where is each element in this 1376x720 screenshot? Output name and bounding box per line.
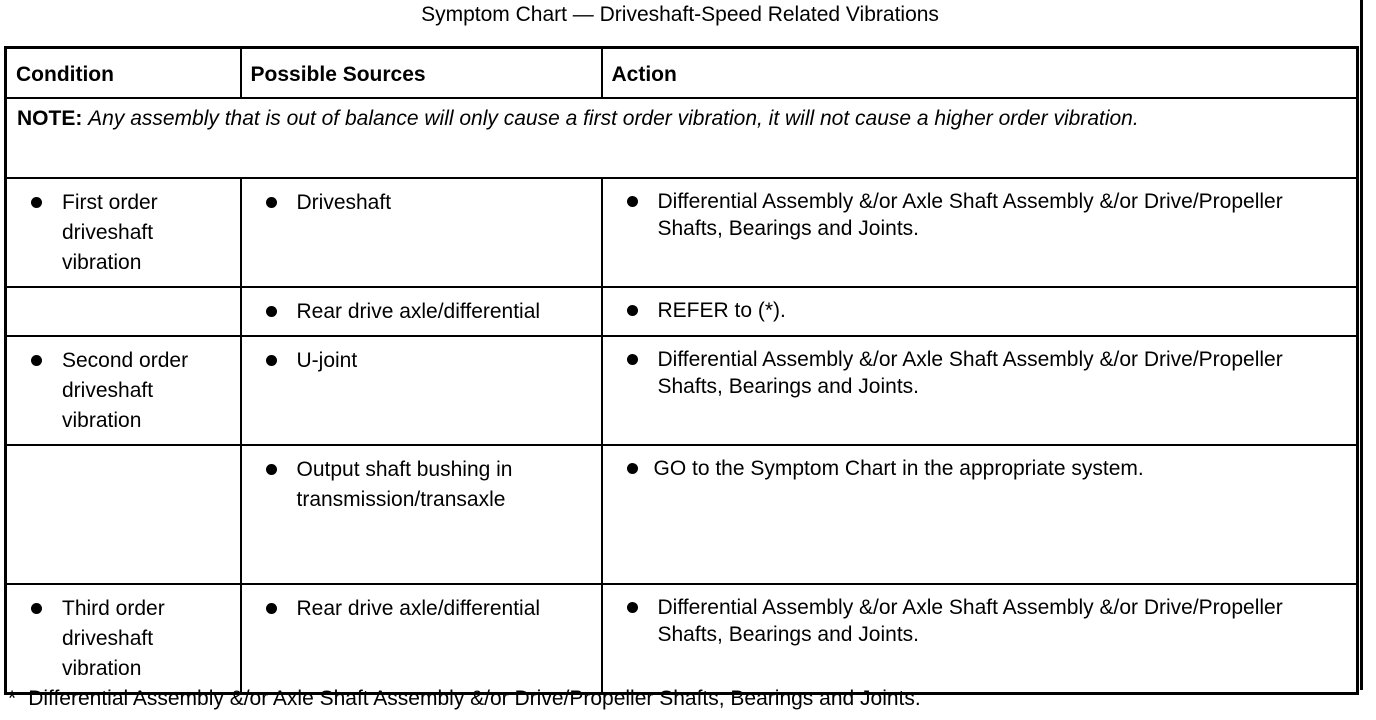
footnote-marker: * — [8, 687, 17, 710]
action-cell — [602, 336, 1358, 445]
bullet-icon — [266, 306, 277, 317]
table-row — [6, 584, 1358, 694]
source-text: Driveshaft — [296, 191, 392, 214]
symptom-table — [4, 46, 1359, 695]
source-cell — [241, 584, 602, 694]
bullet-icon — [266, 197, 277, 208]
condition-cell — [6, 584, 241, 694]
table-row — [6, 336, 1358, 445]
source-text: Output shaft bushing in transmission/transaxle — [296, 458, 513, 511]
source-text: Rear drive axle/differential — [296, 300, 541, 323]
condition-cell — [6, 178, 241, 287]
table-header-row — [6, 48, 1358, 99]
condition-text: First order driveshaft vibration — [62, 191, 158, 274]
source-cell — [241, 336, 602, 445]
header-action: Action — [602, 48, 1358, 99]
bullet-icon — [627, 354, 638, 365]
note-cell — [6, 98, 1358, 178]
action-cell — [602, 445, 1358, 584]
bullet-icon — [627, 196, 638, 207]
bullet-icon — [266, 603, 277, 614]
bullet-icon — [31, 355, 42, 366]
table-row — [6, 287, 1358, 336]
action-cell — [602, 287, 1358, 336]
note-text: Any assembly that is out of balance will only cause a first order vibration, it will not cause a higher order vibration. — [88, 107, 1139, 130]
header-condition: Condition — [6, 48, 241, 99]
condition-text: Third order driveshaft vibration — [62, 597, 165, 680]
chart-title: Symptom Chart — Driveshaft-Speed Related Vibrations — [421, 3, 939, 26]
condition-cell — [6, 336, 241, 445]
table-row — [6, 445, 1358, 584]
source-cell — [241, 445, 602, 584]
action-cell — [602, 178, 1358, 287]
footnote — [8, 686, 921, 712]
source-text: U-joint — [296, 349, 358, 372]
bullet-icon — [31, 197, 42, 208]
footnote-text: Differential Assembly &/or Axle Shaft Assembly &/or Drive/Propeller Shafts, Bearings and Joints. — [28, 687, 921, 710]
table-row — [6, 178, 1358, 287]
bullet-icon — [31, 603, 42, 614]
bullet-icon — [266, 464, 277, 475]
action-cell — [602, 584, 1358, 694]
action-text: REFER to (*). — [657, 299, 786, 322]
source-cell — [241, 287, 602, 336]
source-text: Rear drive axle/differential — [296, 597, 541, 620]
page-right-rule — [1360, 0, 1363, 690]
note-row — [6, 98, 1358, 178]
condition-text: Second order driveshaft vibration — [62, 349, 189, 432]
bullet-icon — [627, 305, 638, 316]
note-label: NOTE: — [17, 107, 83, 130]
bullet-icon — [627, 463, 638, 474]
header-possible-sources: Possible Sources — [241, 48, 602, 99]
bullet-icon — [266, 355, 277, 366]
source-cell — [241, 178, 602, 287]
action-text: Differential Assembly &/or Axle Shaft Assembly &/or Drive/Propeller Shafts, Bearings and Joints. — [657, 348, 1283, 398]
condition-cell — [6, 287, 241, 336]
action-text: GO to the Symptom Chart in the appropriate system. — [653, 457, 1144, 480]
action-text: Differential Assembly &/or Axle Shaft Assembly &/or Drive/Propeller Shafts, Bearings and Joints. — [657, 190, 1283, 240]
bullet-icon — [627, 602, 638, 613]
condition-cell — [6, 445, 241, 584]
action-text: Differential Assembly &/or Axle Shaft Assembly &/or Drive/Propeller Shafts, Bearings and Joints. — [657, 596, 1283, 646]
